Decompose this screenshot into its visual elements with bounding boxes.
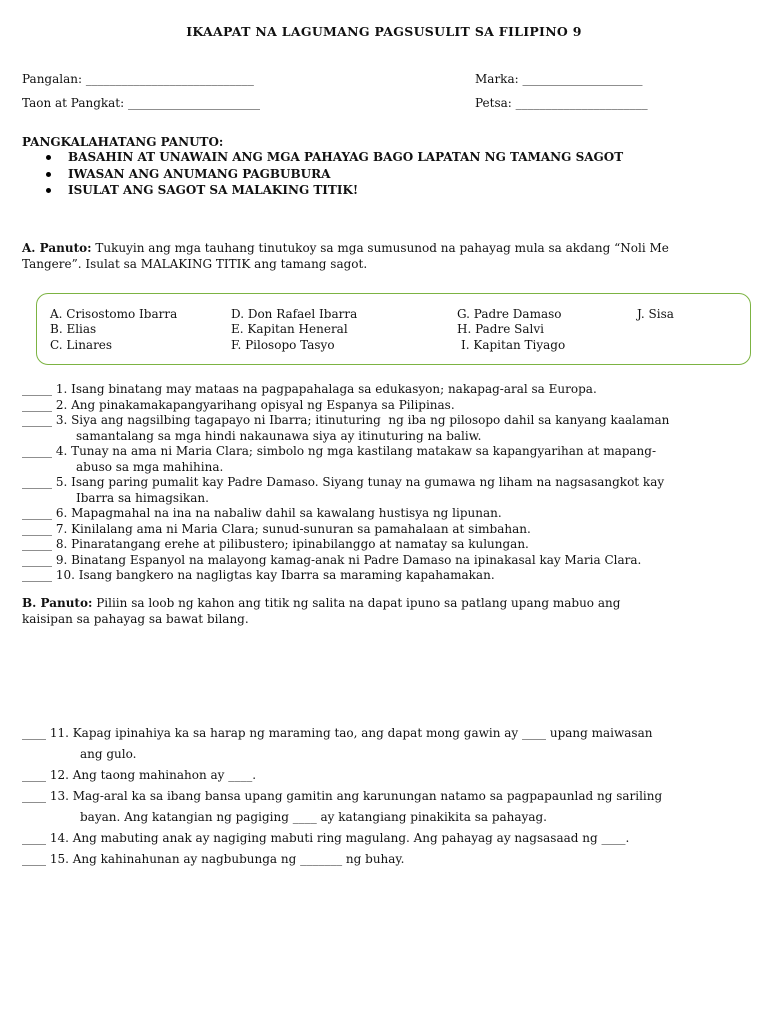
date-field[interactable]: Petsa: ______________________ [475, 96, 648, 110]
part-b-instructions: B. Panuto: Piliin sa loob ng kahon ang titik ng salita na dapat ipuno sa patlang upang mabuo ang kaisipan sa pahayag sa bawat bilang. [22, 596, 621, 626]
choice-item: D. Don Rafael Ibarra [231, 307, 358, 321]
question-row[interactable]: ____ 11. Kapag ipinahiya ka sa harap ng maraming tao, ang dapat mong gawin ay ____ upang maiwasan [22, 726, 653, 740]
question-row[interactable]: ____ 12. Ang taong mahinahon ay ____. [22, 768, 257, 782]
question-continuation: ang gulo. [80, 747, 137, 761]
choice-item: H. Padre Salvi [457, 322, 544, 336]
question-row[interactable]: _____ 8. Pinaratangang erehe at pilibustero; ipinabilanggo at namatay sa kulungan. [22, 537, 529, 551]
bullet-icon [46, 172, 51, 177]
bullet-icon [46, 155, 51, 160]
general-instructions-list [46, 150, 623, 200]
instruction-item: ISULAT ANG SAGOT SA MALAKING TITIK! [46, 183, 623, 200]
question-row[interactable]: ____ 14. Ang mabuting anak ay nagiging mabuti ring magulang. Ang pahayag ay nagsasaad ng ____. [22, 831, 630, 845]
page-title: IKAAPAT NA LAGUMANG PAGSUSULIT SA FILIPINO 9 [186, 24, 582, 39]
part-a-instructions: A. Panuto: Tukuyin ang mga tauhang tinutukoy sa mga sumusunod na pahayag mula sa akdang “Noli Me Tangere”. Isulat sa MALAKING TITIK ang tamang sagot. [22, 241, 669, 271]
bullet-icon [46, 188, 51, 193]
question-row[interactable]: ____ 13. Mag-aral ka sa ibang bansa upang gamitin ang karunungan natamo sa pagpapaunlad ng sariling [22, 789, 663, 803]
instruction-item: IWASAN ANG ANUMANG PAGBUBURA [46, 167, 623, 184]
question-row[interactable]: _____ 4. Tunay na ama ni Maria Clara; simbolo ng mga kastilang matakaw sa kapangyarihan at mapang- [22, 444, 657, 458]
part-a-label: A. Panuto: [22, 241, 92, 255]
question-continuation: Ibarra sa himagsikan. [76, 490, 209, 505]
question-row[interactable]: _____ 5. Isang paring pumalit kay Padre Damaso. Siyang tunay na gumawa ng liham na nagsasangkot kay [22, 475, 665, 489]
name-field[interactable]: Pangalan: ____________________________ [22, 72, 254, 86]
question-row[interactable]: _____ 6. Mapagmahal na ina na nabaliw dahil sa kawalang hustisya ng lipunan. [22, 506, 502, 520]
part-b-items [22, 723, 757, 870]
choice-item: C. Linares [50, 338, 113, 352]
question-continuation: bayan. Ang katangian ng pagiging ____ ay katangiang pinakikita sa pahayag. [80, 810, 547, 824]
question-continuation: abuso sa mga mahihina. [76, 459, 224, 474]
part-a-items [22, 382, 757, 584]
choice-item: F. Pilosopo Tasyo [231, 338, 335, 352]
question-row[interactable]: _____ 1. Isang binatang may mataas na pagpapahalaga sa edukasyon; nakapag-aral sa Europa. [22, 382, 597, 396]
question-row[interactable]: _____ 10. Isang bangkero na nagligtas kay Ibarra sa maraming kapahamakan. [22, 568, 495, 582]
choice-item: E. Kapitan Heneral [231, 322, 348, 336]
choice-item: I. Kapitan Tiyago [461, 338, 566, 352]
year-section-field[interactable]: Taon at Pangkat: ______________________ [22, 96, 260, 110]
instruction-item: BASAHIN AT UNAWAIN ANG MGA PAHAYAG BAGO LAPATAN NG TAMANG SAGOT [46, 150, 623, 167]
choice-item: B. Elias [50, 322, 97, 336]
question-continuation: samantalang sa mga hindi nakaunawa siya ay itinuturing na baliw. [76, 428, 482, 443]
question-row[interactable]: _____ 3. Siya ang nagsilbing tagapayo ni Ibarra; itinuturing ng iba ng pilosopo dahil sa kanyang kaalaman [22, 413, 670, 427]
choice-item: A. Crisostomo Ibarra [50, 307, 178, 321]
choices-box [36, 293, 751, 365]
question-row[interactable]: _____ 2. Ang pinakamakapangyarihang opisyal ng Espanya sa Pilipinas. [22, 397, 455, 412]
score-field[interactable]: Marka: ____________________ [475, 72, 643, 86]
question-row[interactable]: ____ 15. Ang kahinahunan ay nagbubunga ng _______ ng buhay. [22, 852, 405, 866]
general-instructions-heading: PANGKALAHATANG PANUTO: [22, 135, 224, 149]
choice-item: G. Padre Damaso [457, 307, 562, 321]
question-row[interactable]: _____ 9. Binatang Espanyol na malayong kamag-anak ni Padre Damaso na ipinakasal kay Maria Clara. [22, 552, 642, 567]
choice-item: J. Sisa [637, 307, 674, 321]
question-row[interactable]: _____ 7. Kinilalang ama ni Maria Clara; sunud-sunuran sa pamahalaan at simbahan. [22, 521, 531, 536]
part-b-label: B. Panuto: [22, 596, 93, 610]
